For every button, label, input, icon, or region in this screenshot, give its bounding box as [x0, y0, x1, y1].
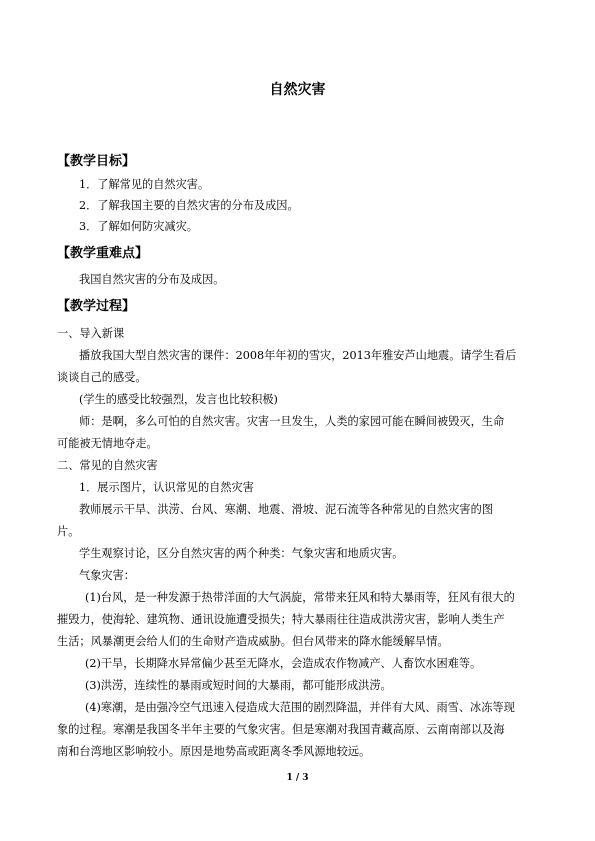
page-title: 自然灾害 — [269, 82, 326, 98]
body-line: 谈谈自己的感受。 — [57, 371, 147, 384]
key-points-heading: 【教学重难点】 — [57, 246, 149, 261]
goal-item: 3．了解如何防灾减灾。 — [79, 220, 198, 233]
goals-heading: 【教学目标】 — [57, 154, 136, 169]
goal-item: 2．了解我国主要的自然灾害的分布及成因。 — [79, 199, 299, 212]
body-line: (1)台风，是一种发源于热带洋面的大气涡旋，常带来狂风和特大暴雨等，狂风有很大的 — [85, 591, 515, 604]
body-line: 师：是啊，多么可怕的自然灾害。灾害一旦发生，人类的家园可能在瞬间被毁灭，生命 — [79, 415, 505, 428]
body-line: 气象灾害： — [79, 569, 135, 582]
body-line: 摧毁力，使海轮、建筑物、通讯设施遭受损失；特大暴雨往往造成洪涝灾害，影响人类生产 — [57, 613, 505, 626]
body-line: (3)洪涝，连续性的暴雨或短时间的大暴雨，都可能形成洪涝。 — [85, 679, 392, 692]
body-line: 学生观察讨论，区分自然灾害的两个种类：气象灾害和地质灾害。 — [79, 547, 404, 560]
body-line: 1．展示图片，认识常见的自然灾害 — [79, 481, 254, 494]
body-line: (2)干旱，长期降水异常偏少甚至无降水，会造成农作物减产、人畜饮水困难等。 — [85, 657, 482, 670]
key-points-text: 我国自然灾害的分布及成因。 — [79, 273, 225, 286]
body-line: 二、常见的自然灾害 — [57, 459, 158, 472]
body-line: 生活；风暴潮更会给人们的生命财产造成威胁。但台风带来的降水能缓解旱情。 — [57, 635, 449, 648]
body-line: 南和台湾地区影响较小。原因是地势高或距离冬季风源地较远。 — [57, 745, 371, 758]
body-line: 一、导入新课 — [57, 327, 125, 340]
body-line: 播放我国大型自然灾害的课件：2008年年初的雪灾，2013年雅安芦山地震。请学生看后 — [79, 349, 517, 362]
body-line: (学生的感受比较强烈，发言也比较积极) — [79, 393, 278, 406]
body-line: 片。 — [57, 525, 80, 538]
body-line: 象的过程。寒潮是我国冬半年主要的气象灾害。但是寒潮对我国青藏高原、云南南部以及海 — [57, 723, 505, 736]
process-heading: 【教学过程】 — [57, 299, 136, 314]
goal-item: 1．了解常见的自然灾害。 — [79, 178, 210, 191]
page-number: 1 / 3 — [286, 773, 309, 783]
body-line: 可能被无情地夺走。 — [57, 437, 158, 450]
body-line: 教师展示干旱、洪涝、台风、寒潮、地震、滑坡、泥石流等各种常见的自然灾害的图 — [79, 503, 493, 516]
body-line: (4)寒潮，是由强冷空气迅速入侵造成大范围的剧烈降温，并伴有大风、雨雪、冰冻等现 — [85, 701, 515, 714]
